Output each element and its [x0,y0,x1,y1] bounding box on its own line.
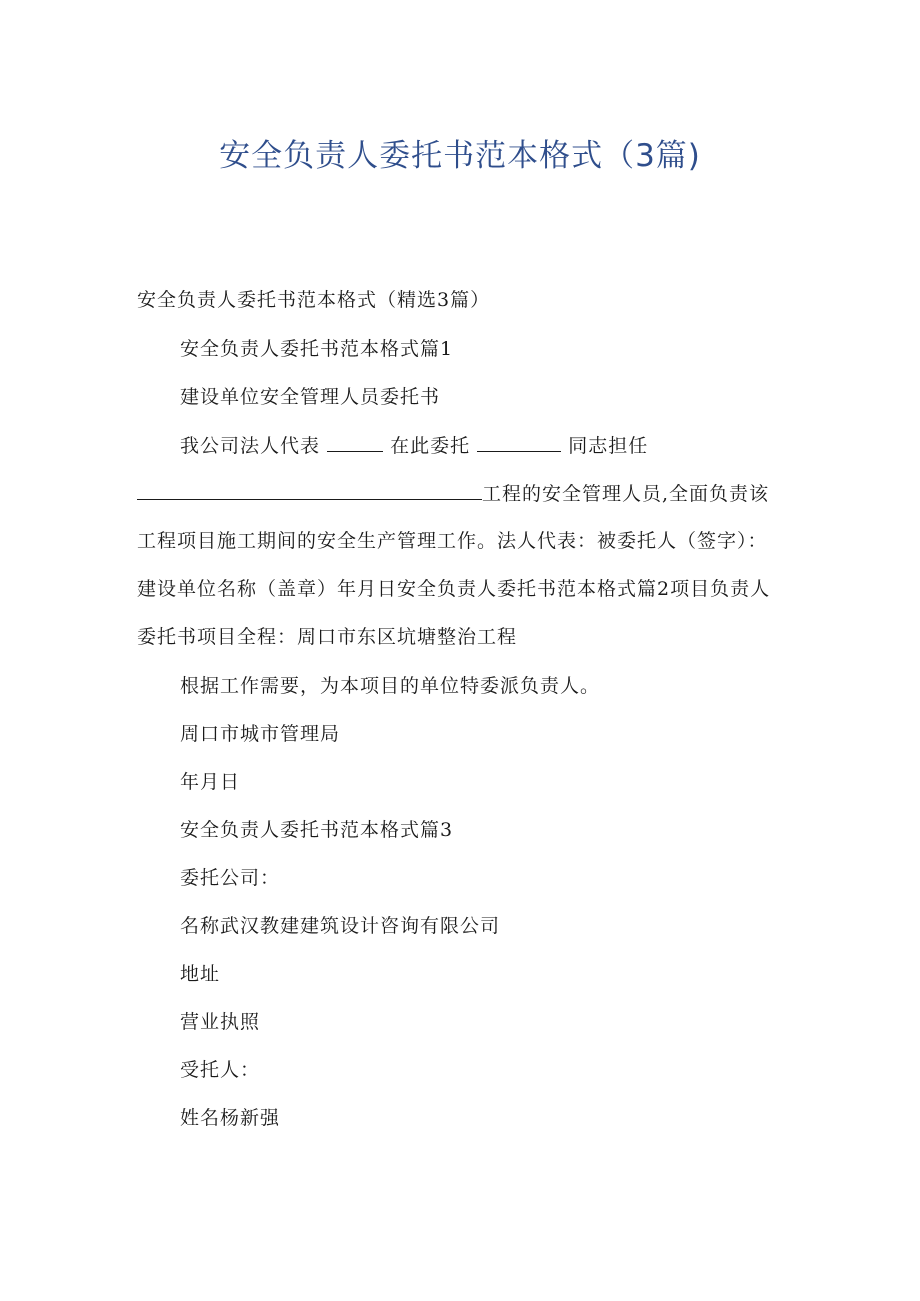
project-line [137,481,769,506]
project-name-blank [137,481,482,500]
delegation-line [180,433,648,458]
section3-trustee-label: 受托人： [180,1059,261,1081]
section2-assignment-line: 根据工作需要，为本项目的单位特委派负责人。 [180,675,601,697]
section3-address: 地址 [180,963,221,985]
section3-client-label: 委托公司： [180,867,281,889]
delegate-name-blank [477,433,561,452]
intro-line: 安全负责人委托书范本格式（精选3篇） [137,289,491,311]
section2-issuer: 周口市城市管理局 [180,723,341,745]
signature-line: 建设单位名称（盖章）年月日安全负责人委托书范本格式篇2项目负责人 [137,578,771,600]
delegation-text-b: 在此委托 [390,435,471,457]
section1-subtitle: 建设单位安全管理人员委托书 [180,386,441,408]
section3-company-name: 名称武汉教建建筑设计咨询有限公司 [180,915,501,937]
section3-heading: 安全负责人委托书范本格式篇3 [180,819,454,841]
responsibility-line: 工程项目施工期间的安全生产管理工作。法人代表：被委托人（签字）： [137,530,768,552]
project-line-text: 工程的安全管理人员,全面负责该 [482,483,770,505]
delegation-text-c: 同志担任 [568,435,649,457]
page-title: 安全负责人委托书范本格式（3篇) [219,138,701,174]
representative-blank [327,433,383,452]
section2-project-line: 委托书项目全程：周口市东区坑塘整治工程 [137,626,518,648]
section3-license: 营业执照 [180,1011,261,1033]
section2-date: 年月日 [180,771,241,793]
section1-heading: 安全负责人委托书范本格式篇1 [180,338,454,360]
section3-trustee-name: 姓名杨新强 [180,1107,281,1129]
delegation-text-a: 我公司法人代表 [180,435,321,457]
